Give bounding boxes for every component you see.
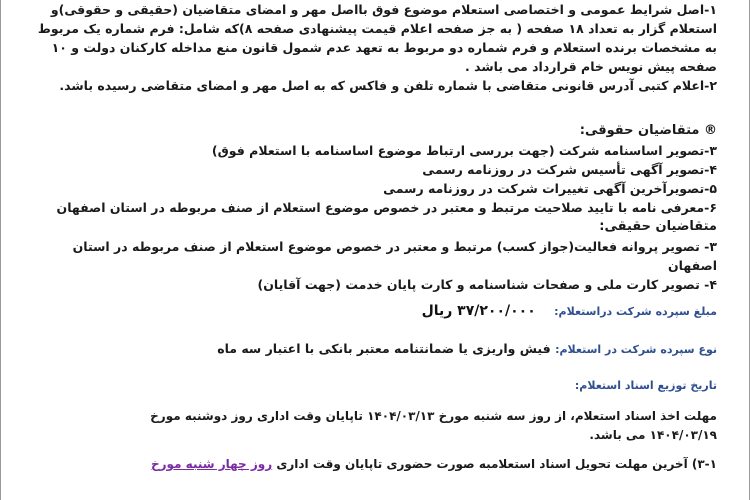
intro-line-3: به مشخصات برنده استعلام و فرم شماره دو مربوط به تعهد عدم شمول قانون منع مداخله کارکنان دولت و ۱۰: [51, 40, 717, 55]
distribution-label-row: [33, 375, 717, 395]
intro-line-4: صفحه پیش نویس خام قرارداد می باشد .: [465, 59, 717, 74]
distribution-line-2: ۱۴۰۴/۰۳/۱۹ می باشد.: [589, 428, 717, 442]
legal-item-3: ۳-تصویر اساسنامه شرکت (جهت بررسی ارتباط موضوع اساسنامه با استعلام فوق): [211, 143, 717, 158]
deposit-type-value: فیش واریزی یا ضمانتنامه معتبر بانکی با اعتبار سه ماه: [217, 341, 551, 356]
delivery-date-link[interactable]: روز چهار شنبه مورخ: [150, 457, 273, 471]
distribution-section: [33, 407, 717, 474]
intro-line-2: استعلام گزار به تعداد ۱۸ صفحه ( به جز صفحه اعلام قیمت پیشنهادی صفحه ۸)که شامل: فرم شماره یک مربوط: [37, 21, 717, 36]
deposit-amount-value: ۳۷/۲۰۰/۰۰۰ ریال: [421, 303, 536, 319]
deposit-type-row: [33, 339, 717, 359]
intro-line-1: ۱-اصل شرایط عمومی و اختصاصی استعلام موضوع فوق بااصل مهر و امضای متقاضیان (حقیقی و حقوقی)و: [50, 2, 717, 17]
distribution-line-3: [33, 455, 717, 474]
legal-applicants-section: [33, 121, 717, 217]
legal-item-5: ۵-تصویرآخرین آگهی تغییرات شرکت در روزنامه رسمی: [383, 181, 717, 196]
natural-item-4: ۴- تصویر کارت ملی و صفحات شناسنامه و کارت پایان خدمت (جهت آقایان): [257, 277, 717, 292]
natural-applicants-heading: متقاضیان حقیقی:: [599, 219, 717, 234]
natural-applicants-section: [33, 217, 717, 294]
distribution-line-3-text: ۳-۱) آخرین مهلت تحویل اسناد استعلامبه صورت حضوری تاپایان وقت اداری: [276, 457, 717, 471]
intro-section: [33, 0, 717, 95]
deposit-amount-row: [33, 300, 717, 323]
natural-item-3: ۳- تصویر پروانه فعالیت(جواز کسب) مرتبط و معتبر در خصوص موضوع استعلام از صنف مربوطه در استان اصفهان: [72, 239, 717, 273]
distribution-line-1: مهلت اخذ اسناد استعلام، از روز سه شنبه مورخ ۱۴۰۴/۰۳/۱۳ تاپایان وقت اداری روز دوشنبه مورخ: [150, 409, 717, 423]
legal-item-4: ۴-تصویر آگهی تأسیس شرکت در روزنامه رسمی: [422, 162, 717, 177]
legal-item-6: ۶-معرفی نامه با تایید صلاحیت مرتبط و معتبر در خصوص موضوع استعلام از صنف مربوطه در استان اصفهان: [56, 200, 717, 215]
legal-applicants-heading: ® متقاضیان حقوقی:: [579, 123, 717, 138]
distribution-label: تاریخ توزیع اسناد استعلام:: [574, 379, 717, 392]
deposit-type-label: نوع سپرده شرکت در استعلام:: [555, 343, 717, 356]
intro-line-5: ۲-اعلام کتبی آدرس قانونی متقاضی با شماره تلفن و فاکس که به اصل مهر و امضای متقاضی رسیده باشد.: [59, 78, 717, 93]
deposit-amount-label: مبلغ سپرده شرکت دراستعلام:: [554, 305, 717, 318]
